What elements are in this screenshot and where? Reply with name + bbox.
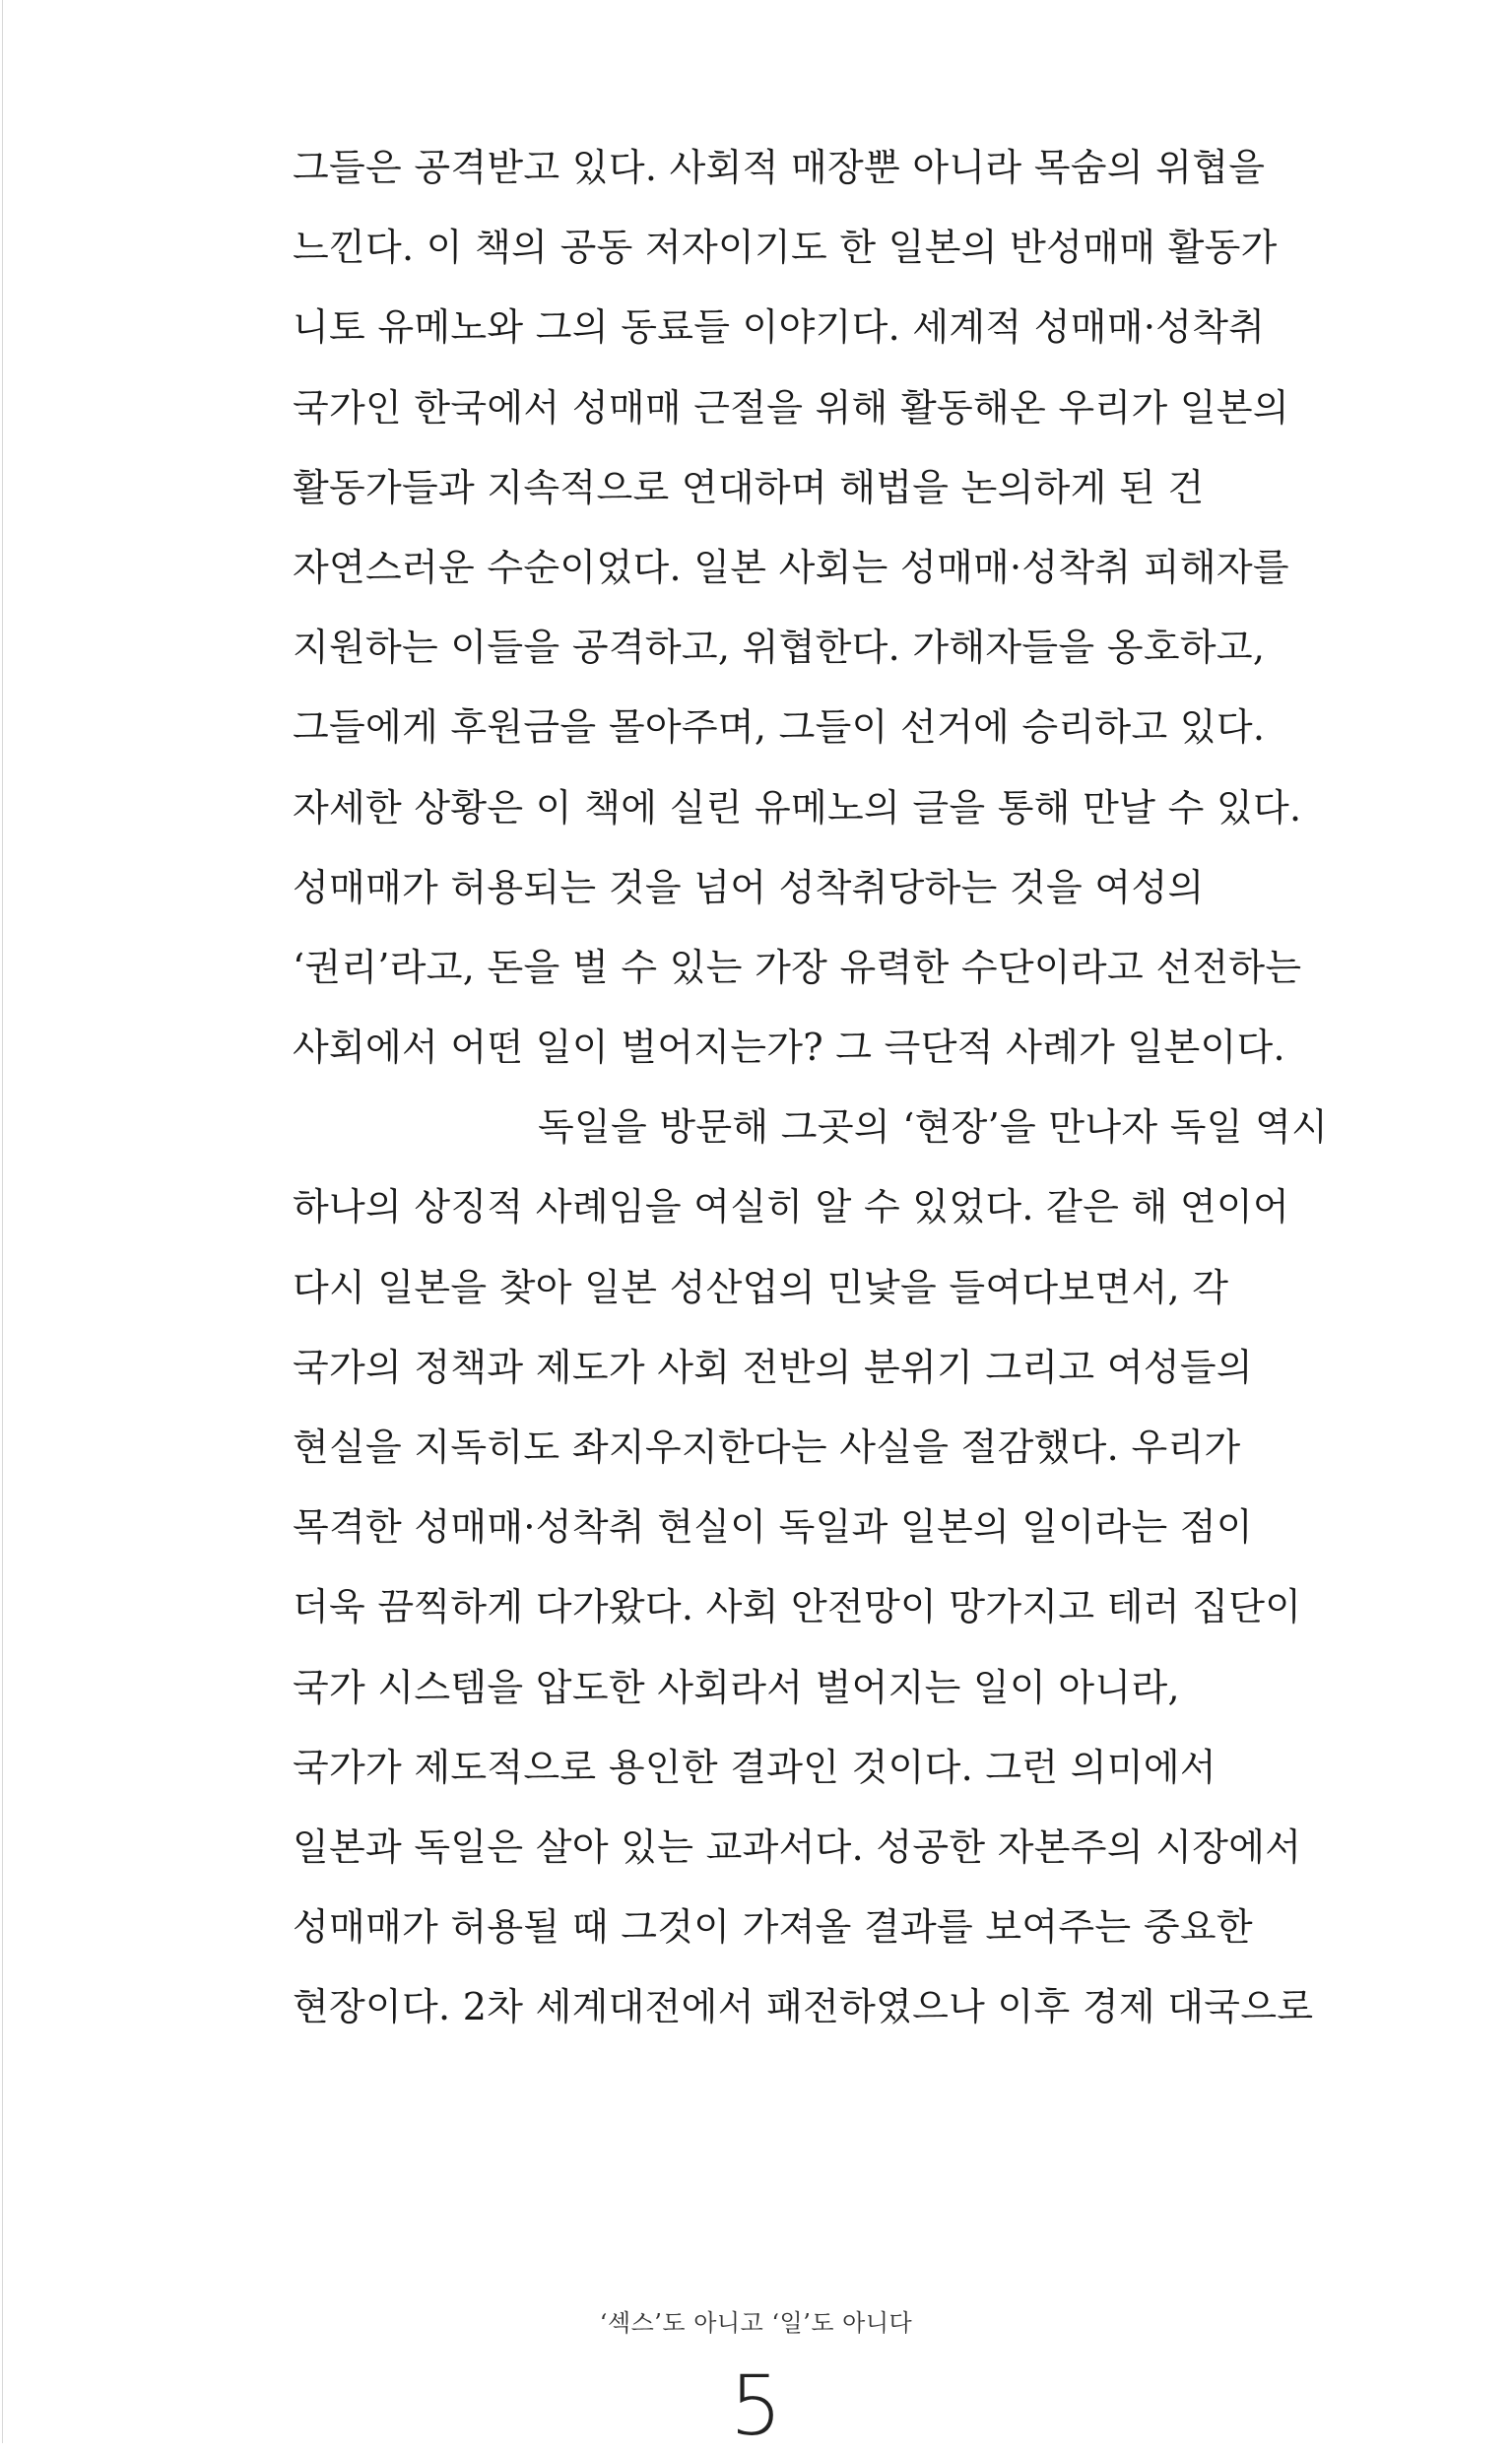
- text-line: 느낀다. 이 책의 공동 저자이기도 한 일본의 반성매매 활동가: [293, 226, 1278, 270]
- text-line: 그들에게 후원금을 몰아주며, 그들이 선거에 승리하고 있다.: [293, 705, 1266, 750]
- text-line: 다시 일본을 찾아 일본 성산업의 민낯을 들여다보면서, 각: [293, 1265, 1229, 1309]
- text-line: 자세한 상황은 이 책에 실린 유메노의 글을 통해 만날 수 있다.: [293, 785, 1302, 829]
- page-edge-line: [2, 0, 3, 2443]
- text-line: 하나의 상징적 사례임을 여실히 알 수 있었다. 같은 해 연이어: [293, 1185, 1289, 1229]
- text-line: 일본과 독일은 살아 있는 교과서다. 성공한 자본주의 시장에서: [293, 1825, 1302, 1869]
- text-line: 국가의 정책과 제도가 사회 전반의 분위기 그리고 여성들의: [293, 1345, 1253, 1389]
- text-line: 성매매가 허용될 때 그것이 가져올 결과를 보여주는 중요한: [293, 1905, 1253, 1950]
- text-line: 니토 유메노와 그의 동료들 이야기다. 세계적 성매매·성착취: [293, 305, 1266, 350]
- text-line: 성매매가 허용되는 것을 넘어 성착취당하는 것을 여성의: [293, 865, 1205, 909]
- text-line: 그들은 공격받고 있다. 사회적 매장뿐 아니라 목숨의 위협을: [293, 146, 1266, 189]
- text-line: 자연스러운 수순이었다. 일본 사회는 성매매·성착취 피해자를: [293, 545, 1289, 589]
- running-footer-book-title: ‘섹스’도 아니고 ‘일’도 아니다: [599, 2309, 913, 2337]
- text-line: 현실을 지독히도 좌지우지한다는 사실을 절감했다. 우리가: [293, 1426, 1241, 1469]
- paragraph-start-line: 독일을 방문해 그곳의 ‘현장’을 만나자 독일 역시: [538, 1105, 1329, 1150]
- text-line: 활동가들과 지속적으로 연대하며 해법을 논의하게 된 건: [293, 465, 1205, 509]
- text-line: 국가 시스템을 압도한 사회라서 벌어지는 일이 아니라,: [293, 1665, 1180, 1709]
- text-line: 국가가 제도적으로 용인한 결과인 것이다. 그런 의미에서: [293, 1745, 1216, 1789]
- text-line: 지원하는 이들을 공격하고, 위협한다. 가해자들을 옹호하고,: [293, 626, 1266, 670]
- text-line: 사회에서 어떤 일이 벌어지는가? 그 극단적 사례가 일본이다.: [293, 1026, 1285, 1070]
- text-line: 더욱 끔찍하게 다가왔다. 사회 안전망이 망가지고 테러 집단이: [293, 1585, 1302, 1629]
- text-line: ‘권리’라고, 돈을 벌 수 있는 가장 유력한 수단이라고 선전하는: [293, 945, 1302, 989]
- body-text: [293, 128, 1455, 2048]
- page-number: 5: [729, 2357, 783, 2454]
- text-line: 국가인 한국에서 성매매 근절을 위해 활동해온 우리가 일본의: [293, 385, 1289, 430]
- text-line: 목격한 성매매·성착취 현실이 독일과 일본의 일이라는 점이: [293, 1505, 1253, 1550]
- text-line: 현장이다. 2차 세계대전에서 패전하였으나 이후 경제 대국으로: [293, 1985, 1314, 2029]
